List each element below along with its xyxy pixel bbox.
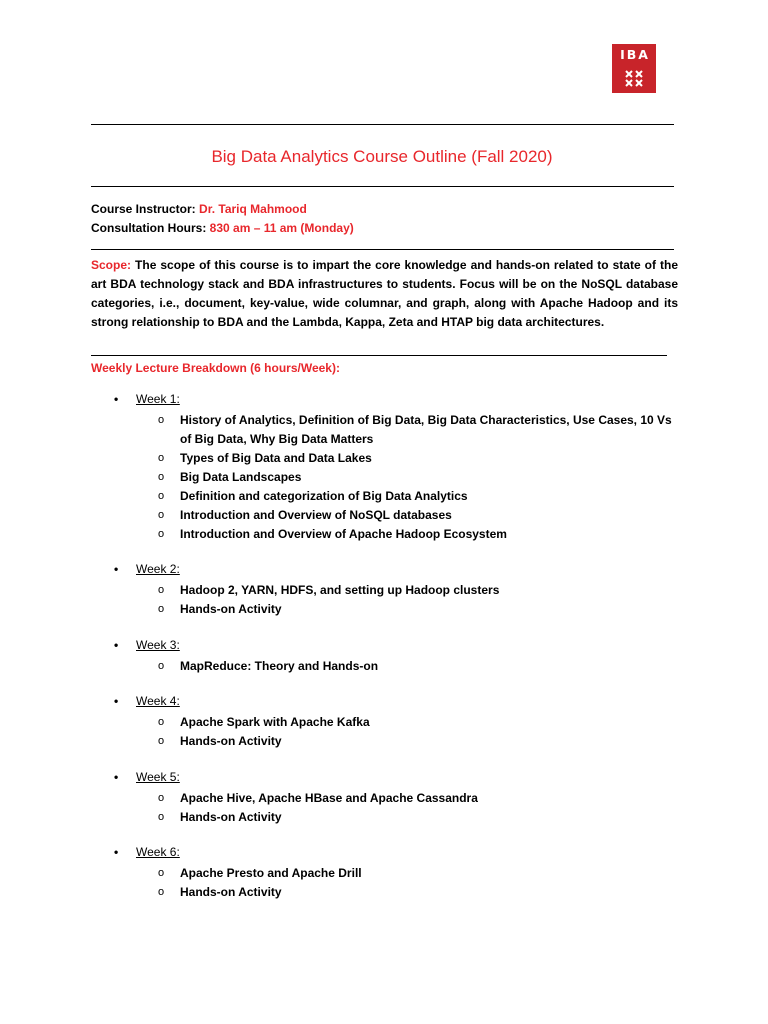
scope-text: The scope of this course is to impart the core knowledge and hands-on related to state of the art BDA technology stack and BDA infrastructures to students. Focus will be on the NoSQL database categories, i.e., document, key-value, wide columnar, and graph, along with Apache Hadoop and its strong relationship to BDA and the Lambda, Kappa, Zeta and HTAP big data architectures. bbox=[91, 258, 678, 329]
circle-bullet-icon: o bbox=[158, 735, 165, 747]
week-topics bbox=[114, 581, 684, 619]
circle-bullet-icon: o bbox=[158, 528, 165, 540]
bullet-icon: • bbox=[114, 694, 119, 708]
circle-bullet-icon: o bbox=[158, 716, 165, 728]
circle-bullet-icon: o bbox=[158, 603, 165, 615]
circle-bullet-icon: o bbox=[158, 792, 165, 804]
circle-bullet-icon: o bbox=[158, 509, 165, 521]
week-label: Week 3: bbox=[136, 638, 180, 652]
divider-under-scope bbox=[91, 355, 667, 356]
list-item: o Hadoop 2, YARN, HDFS, and setting up Hadoop clusters bbox=[114, 581, 684, 600]
week-topics bbox=[114, 657, 684, 676]
week-topics bbox=[114, 411, 684, 544]
week-topics bbox=[114, 864, 684, 902]
week-block-3 bbox=[114, 638, 684, 676]
week-label: Week 6: bbox=[136, 845, 180, 859]
list-item: o Types of Big Data and Data Lakes bbox=[114, 449, 684, 468]
divider-top bbox=[91, 124, 674, 125]
list-item: o Apache Presto and Apache Drill bbox=[114, 864, 684, 883]
circle-bullet-icon: o bbox=[158, 867, 165, 879]
week-topics bbox=[114, 789, 684, 827]
list-item: o Hands-on Activity bbox=[114, 732, 684, 751]
list-item: o Apache Spark with Apache Kafka bbox=[114, 713, 684, 732]
circle-bullet-icon: o bbox=[158, 584, 165, 596]
list-item: o Introduction and Overview of Apache Hadoop Ecosystem bbox=[114, 525, 684, 544]
bullet-icon: • bbox=[114, 392, 119, 406]
circle-bullet-icon: o bbox=[158, 471, 165, 483]
bullet-icon: • bbox=[114, 845, 119, 859]
week-label: Week 4: bbox=[136, 694, 180, 708]
week-block-6 bbox=[114, 845, 684, 902]
iba-emblem-icon bbox=[623, 67, 645, 89]
week-topics bbox=[114, 713, 684, 751]
list-item: o MapReduce: Theory and Hands-on bbox=[114, 657, 684, 676]
bullet-icon: • bbox=[114, 638, 119, 652]
week-label: Week 5: bbox=[136, 770, 180, 784]
week-block-2 bbox=[114, 562, 684, 619]
list-item: o Introduction and Overview of NoSQL databases bbox=[114, 506, 684, 525]
list-item: o Hands-on Activity bbox=[114, 600, 684, 619]
circle-bullet-icon: o bbox=[158, 414, 165, 426]
week-block-1 bbox=[114, 392, 684, 544]
instructor-name: Dr. Tariq Mahmood bbox=[199, 202, 307, 216]
scope-paragraph bbox=[91, 256, 678, 332]
list-item: o Hands-on Activity bbox=[114, 808, 684, 827]
circle-bullet-icon: o bbox=[158, 811, 165, 823]
week-block-5 bbox=[114, 770, 684, 827]
instructor-line bbox=[91, 202, 307, 216]
list-item: o Definition and categorization of Big Data Analytics bbox=[114, 487, 684, 506]
circle-bullet-icon: o bbox=[158, 886, 165, 898]
circle-bullet-icon: o bbox=[158, 490, 165, 502]
consultation-label: Consultation Hours: bbox=[91, 221, 207, 235]
divider-under-info bbox=[91, 249, 674, 250]
instructor-label: Course Instructor: bbox=[91, 202, 196, 216]
week-label: Week 2: bbox=[136, 562, 180, 576]
logo-text: IBA bbox=[620, 47, 650, 62]
circle-bullet-icon: o bbox=[158, 452, 165, 464]
list-item: o Hands-on Activity bbox=[114, 883, 684, 902]
list-item: o Big Data Landscapes bbox=[114, 468, 684, 487]
bullet-icon: • bbox=[114, 770, 119, 784]
consultation-hours: 830 am – 11 am (Monday) bbox=[209, 221, 354, 235]
circle-bullet-icon: o bbox=[158, 660, 165, 672]
scope-label: Scope: bbox=[91, 258, 132, 272]
bullet-icon: • bbox=[114, 562, 119, 576]
list-item: o History of Analytics, Definition of Big Data, Big Data Characteristics, Use Cases, 10 Vs of Big Data, Why Big Data Matters bbox=[158, 413, 672, 446]
week-block-4 bbox=[114, 694, 684, 751]
iba-logo bbox=[612, 44, 656, 93]
divider-under-title bbox=[91, 186, 674, 187]
consultation-line bbox=[91, 221, 354, 235]
list-item: o Apache Hive, Apache HBase and Apache Cassandra bbox=[114, 789, 684, 808]
document-title: Big Data Analytics Course Outline (Fall 2020) bbox=[211, 147, 553, 166]
week-label: Week 1: bbox=[136, 392, 180, 406]
weekly-breakdown-heading: Weekly Lecture Breakdown (6 hours/Week): bbox=[91, 361, 340, 375]
